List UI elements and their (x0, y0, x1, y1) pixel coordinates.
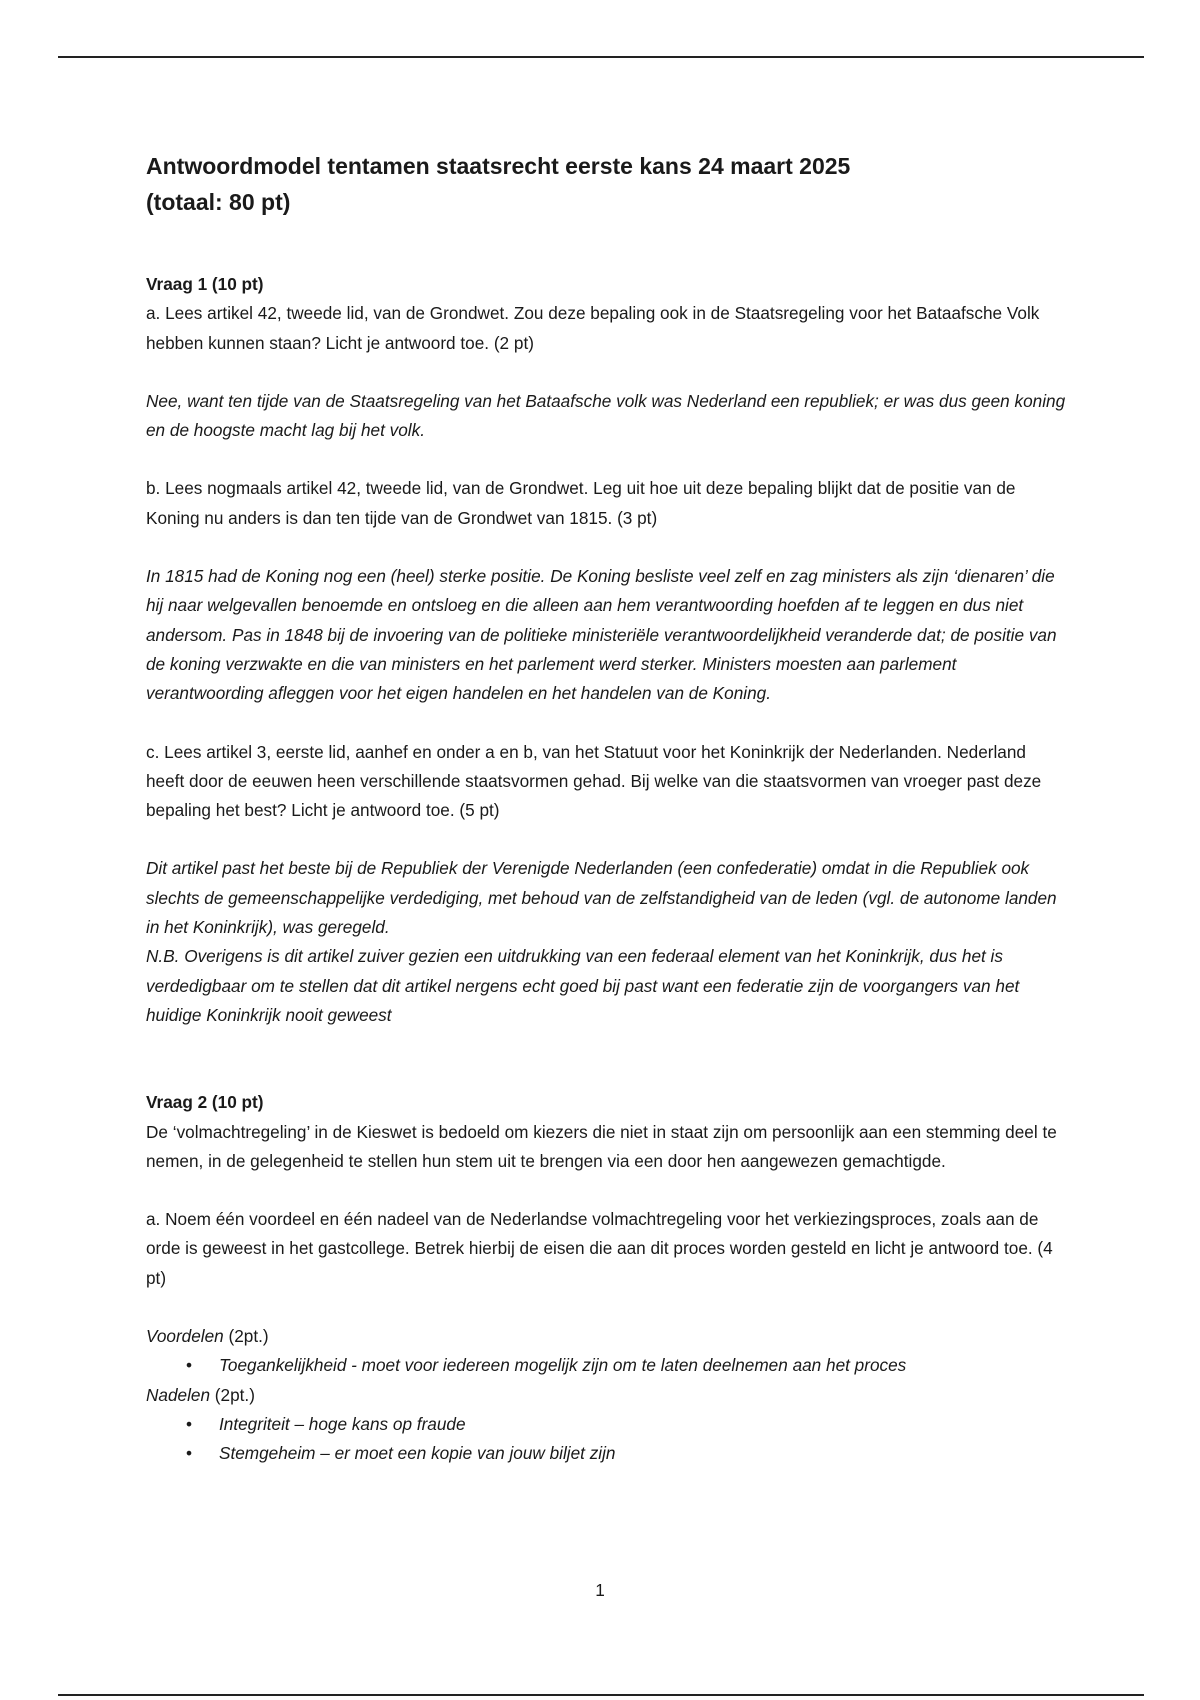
question-1-title: Vraag 1 (10 pt) (146, 274, 264, 294)
question-1c-answer: Dit artikel past het beste bij de Republiek der Verenigde Nederlanden (een confederatie) omdat in die Republiek ook slechts de gemeenschappelijke verdediging, met behoud van de zelfstandigheid van de leden (vgl. de autonome landen in het Koninkrijk), was geregeld. (146, 858, 1057, 938)
question-1 (146, 270, 1066, 1030)
page-number: 1 (595, 1580, 605, 1600)
question-1a-text: a. Lees artikel 42, tweede lid, van de Grondwet. Zou deze bepaling ook in de Staatsregeling voor het Bataafsche Volk hebben kunnen staan? Licht je antwoord toe. (2 pt) (146, 303, 1040, 353)
question-1c-note: N.B. Overigens is dit artikel zuiver gezien een uitdrukking van een federaal element van het Koninkrijk, dus het is verdedigbaar om te stellen dat dit artikel nergens echt goed bij past want een federatie zijn de voorgangers van het huidige Koninkrijk nooit geweest (146, 946, 1020, 1025)
question-2-title: Vraag 2 (10 pt) (146, 1092, 264, 1113)
advantages-points: (2pt.) (223, 1326, 269, 1347)
disadvantages-label: Nadelen (146, 1384, 211, 1405)
question-1a-answer: Nee, want ten tijde van de Staatsregeling van het Bataafsche volk was Nederland een republiek; er was dus geen koning en de hoogste macht lag bij het volk. (146, 390, 1066, 441)
question-1b-answer: In 1815 had de Koning nog een (heel) sterke positie. De Koning besliste veel zelf en zag ministers als zijn ‘dienaren’ die hij naar welgevallen benoemde en ontsloeg en die alleen aan hem verantwoording hoefden af te leggen en dus niet andersom. Pas in 1848 bij de invoering van de politieke ministeriële verantwoordelijkheid veranderde dat; de positie van de koning verzwakte en die van ministers en het parlement werd sterker. Ministers moesten aan parlement verantwoording afleggen voor het eigen handelen en het handelen van de Koning. (146, 566, 1057, 704)
title-line-1: Antwoordmodel tentamen staatsrecht eerste kans 24 maart 2025 (146, 153, 851, 179)
disadvantages-points: (2pt.) (210, 1384, 255, 1405)
document-body (146, 148, 1066, 1469)
advantages-list (146, 1351, 1066, 1380)
list-item: • Toegankelijkheid - moet voor iedereen mogelijk zijn om te laten deelnemen aan het proces (219, 1351, 1066, 1380)
disadvantages-list (146, 1410, 1066, 1469)
footer-rule (58, 1694, 1144, 1696)
disadvantages-heading (146, 1381, 1066, 1410)
question-2 (146, 1088, 1066, 1468)
list-item: • Stemgeheim – er moet een kopie van jouw biljet zijn (219, 1439, 1066, 1468)
advantages-label: Voordelen (146, 1326, 224, 1347)
list-item: • Integriteit – hoge kans op fraude (219, 1410, 1066, 1439)
question-1b-text: b. Lees nogmaals artikel 42, tweede lid, van de Grondwet. Leg uit hoe uit deze bepaling blijkt dat de positie van de Koning nu anders is dan ten tijde van de Grondwet van 1815. (3 pt) (146, 478, 1016, 528)
question-2-intro: De ‘volmachtregeling’ in de Kieswet is bedoeld om kiezers die niet in staat zijn om persoonlijk aan een stemming deel te nemen, in de gelegenheid te stellen hun stem uit te brengen via een door hen aangewezen gemachtigde. (146, 1121, 1057, 1171)
title-line-2: (totaal: 80 pt) (146, 189, 291, 215)
document-title (146, 148, 1066, 220)
header-rule (58, 56, 1144, 58)
question-2a-text: a. Noem één voordeel en één nadeel van de Nederlandse volmachtregeling voor het verkiezingsproces, zoals aan de orde is geweest in het gastcollege. Betrek hierbij de eisen die aan dit proces worden gesteld en licht je antwoord toe. (4 pt) (146, 1209, 1053, 1288)
question-1c-text: c. Lees artikel 3, eerste lid, aanhef en onder a en b, van het Statuut voor het Koninkrijk der Nederlanden. Nederland heeft door de eeuwen heen verschillende staatsvormen gehad. Bij welke van die staatsvormen van vroeger past deze bepaling het best? Licht je antwoord toe. (5 pt) (146, 741, 1042, 821)
advantages-heading (146, 1322, 1066, 1351)
